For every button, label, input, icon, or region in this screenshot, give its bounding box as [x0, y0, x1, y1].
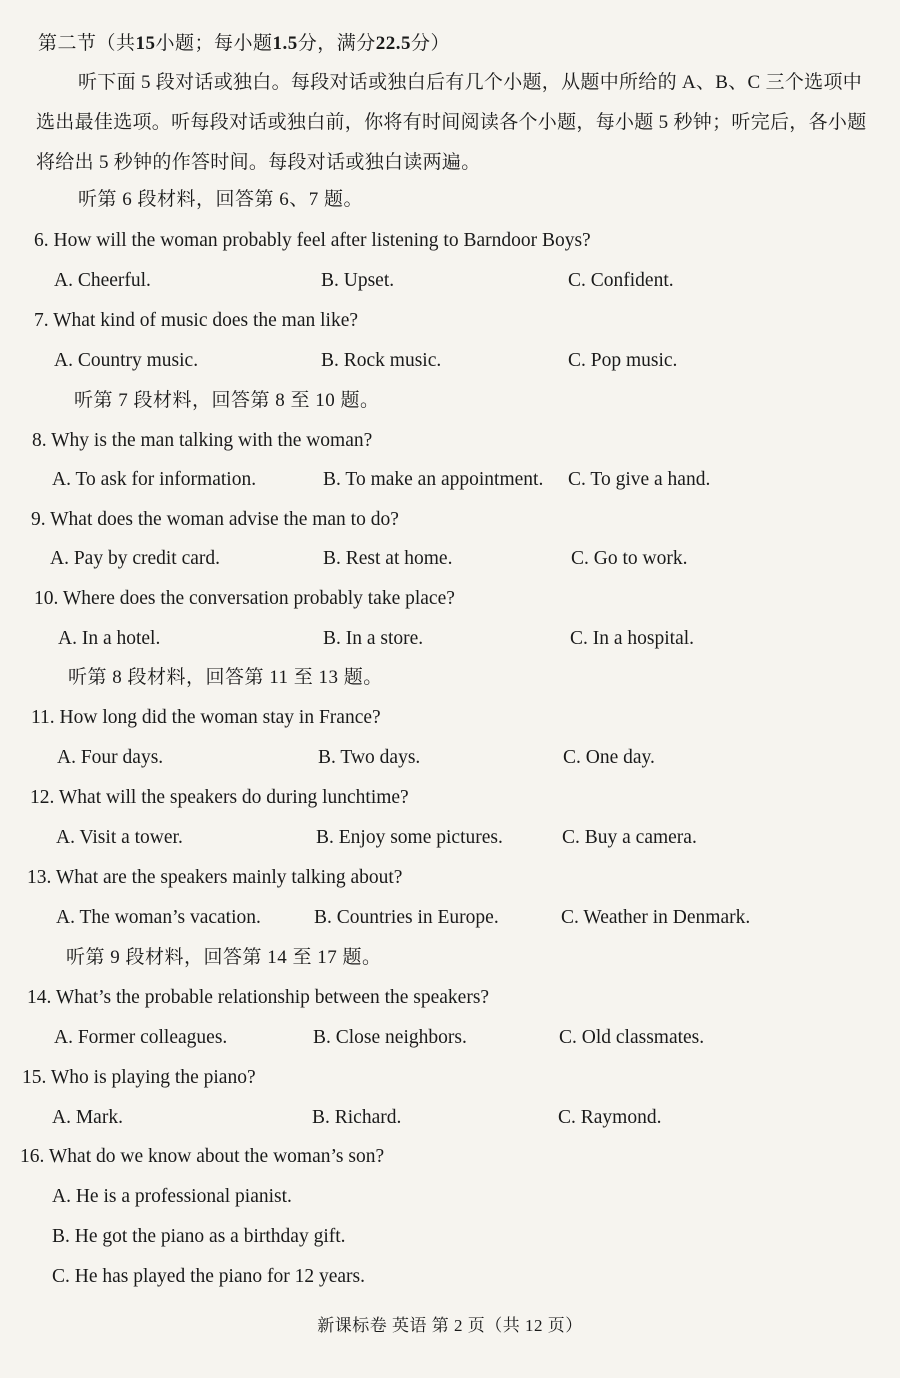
q13-option-a: A. The woman’s vacation.	[56, 907, 261, 928]
question-7: 7. What kind of music does the man like?	[34, 310, 359, 331]
title-mid1: 小题；每小题	[155, 33, 273, 54]
q7-option-a: A. Country music.	[54, 350, 199, 371]
q8-option-a: A. To ask for information.	[52, 469, 257, 490]
q14-option-a: A. Former colleagues.	[54, 1027, 228, 1048]
q12-option-b: B. Enjoy some pictures.	[316, 827, 503, 848]
q6-option-c: C. Confident.	[568, 270, 674, 291]
q14-option-b: B. Close neighbors.	[313, 1027, 467, 1048]
q12-option-a: A. Visit a tower.	[56, 827, 183, 848]
question-10: 10. Where does the conversation probably take place?	[34, 588, 455, 609]
q15-option-a: A. Mark.	[52, 1107, 123, 1128]
q9-option-b: B. Rest at home.	[323, 548, 453, 569]
q10-option-b: B. In a store.	[323, 628, 424, 649]
section-title	[38, 32, 450, 56]
q9-option-a: A. Pay by credit card.	[50, 548, 221, 569]
title-total: 22.5	[375, 33, 412, 54]
q7-option-b: B. Rock music.	[321, 350, 442, 371]
q10-option-a: A. In a hotel.	[58, 628, 161, 649]
section-instructions: 听下面 5 段对话或独白。每段对话或独白后有几个小题，从题中所给的 A、B、C 三个选项中选出最佳选项。听每段对话或独白前，你将有时间阅读各个小题，每小题 5 秒钟；听完后，各小题将给出 5 秒钟的作答时间。每段对话或独白读两遍。	[36, 72, 867, 173]
title-mid2: 分，满分	[297, 33, 376, 54]
question-15: 15. Who is playing the piano?	[22, 1067, 256, 1088]
question-14: 14. What’s the probable relationship between the speakers?	[27, 987, 490, 1008]
group-heading-7: 听第 7 段材料，回答第 8 至 10 题。	[74, 390, 380, 411]
q11-option-c: C. One day.	[563, 747, 655, 768]
title-points: 1.5	[272, 33, 298, 54]
question-6: 6. How will the woman probably feel after listening to Barndoor Boys?	[34, 230, 591, 251]
q16-option-a: A. He is a professional pianist.	[52, 1186, 292, 1207]
page-footer: 新课标卷 英语 第 2 页（共 12 页）	[317, 1316, 583, 1335]
q16-option-b: B. He got the piano as a birthday gift.	[52, 1226, 346, 1247]
q13-option-c: C. Weather in Denmark.	[561, 907, 751, 928]
group-heading-8: 听第 8 段材料，回答第 11 至 13 题。	[68, 667, 383, 688]
q13-option-b: B. Countries in Europe.	[314, 907, 499, 928]
q8-option-b: B. To make an appointment.	[323, 469, 544, 490]
q15-option-b: B. Richard.	[312, 1107, 402, 1128]
title-prefix: 第二节（共	[38, 33, 136, 54]
q6-option-b: B. Upset.	[321, 270, 395, 291]
q16-option-c: C. He has played the piano for 12 years.	[52, 1266, 365, 1287]
title-count: 15	[135, 33, 156, 54]
q6-option-a: A. Cheerful.	[54, 270, 151, 291]
title-suffix: 分）	[411, 33, 451, 54]
group-heading-6: 听第 6 段材料，回答第 6、7 题。	[78, 189, 364, 210]
q11-option-a: A. Four days.	[57, 747, 164, 768]
question-12: 12. What will the speakers do during lunchtime?	[30, 787, 409, 808]
q8-option-c: C. To give a hand.	[568, 469, 711, 490]
question-16: 16. What do we know about the woman’s son?	[20, 1146, 385, 1167]
q7-option-c: C. Pop music.	[568, 350, 678, 371]
q11-option-b: B. Two days.	[318, 747, 421, 768]
q12-option-c: C. Buy a camera.	[562, 827, 697, 848]
q10-option-c: C. In a hospital.	[570, 628, 695, 649]
question-11: 11. How long did the woman stay in France?	[31, 707, 381, 728]
q9-option-c: C. Go to work.	[571, 548, 688, 569]
group-heading-9: 听第 9 段材料，回答第 14 至 17 题。	[66, 947, 382, 968]
question-9: 9. What does the woman advise the man to do?	[31, 509, 399, 530]
question-13: 13. What are the speakers mainly talking about?	[27, 867, 403, 888]
question-8: 8. Why is the man talking with the woman?	[32, 430, 373, 451]
q14-option-c: C. Old classmates.	[559, 1027, 705, 1048]
q15-option-c: C. Raymond.	[558, 1107, 662, 1128]
